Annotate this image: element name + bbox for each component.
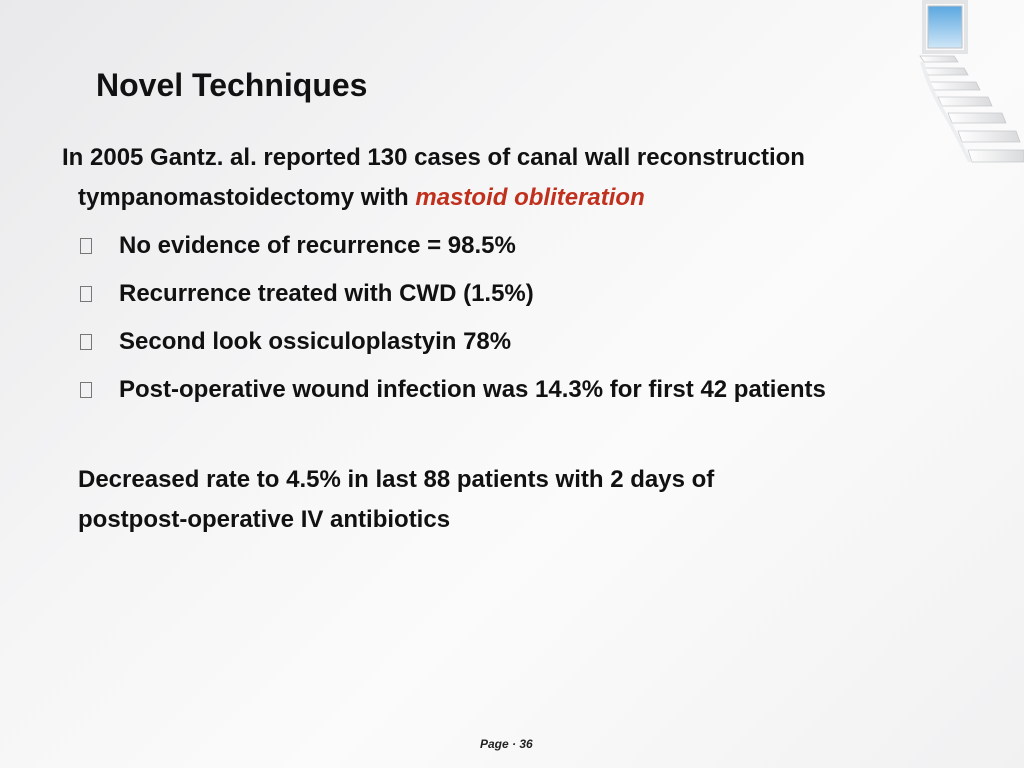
conclusion-line-2: postpost-operative IV antibiotics: [78, 506, 451, 533]
square-bullet-icon: [80, 334, 92, 350]
bullet-text: Second look ossiculoplastyin 78%: [119, 328, 512, 355]
square-bullet-icon: [80, 238, 92, 254]
bullet-list: [80, 222, 826, 414]
intro-line-2-text: tympanomastoidectomy with: [78, 184, 416, 211]
bullet-text: Post-operative wound infection was 14.3% for first 42 patients: [119, 376, 826, 403]
bullet-text: No evidence of recurrence = 98.5%: [119, 232, 516, 259]
page-number: Page · 36: [480, 737, 533, 751]
intro-line-1: In 2005 Gantz. al. reported 130 cases of canal wall reconstruction: [62, 144, 805, 171]
square-bullet-icon: [80, 286, 92, 302]
conclusion-line-1: Decreased rate to 4.5% in last 88 patients with 2 days of: [78, 466, 715, 493]
square-bullet-icon: [80, 382, 92, 398]
list-item: [80, 318, 826, 366]
conclusion-paragraph: [78, 460, 938, 540]
bullet-text: Recurrence treated with CWD (1.5%): [119, 280, 534, 307]
highlight-text: mastoid obliteration: [415, 184, 645, 211]
intro-paragraph: [62, 138, 962, 218]
list-item: [80, 366, 826, 414]
list-item: [80, 222, 826, 270]
slide-title: Novel Techniques: [96, 67, 368, 103]
list-item: [80, 270, 826, 318]
intro-line-2: [62, 178, 962, 218]
